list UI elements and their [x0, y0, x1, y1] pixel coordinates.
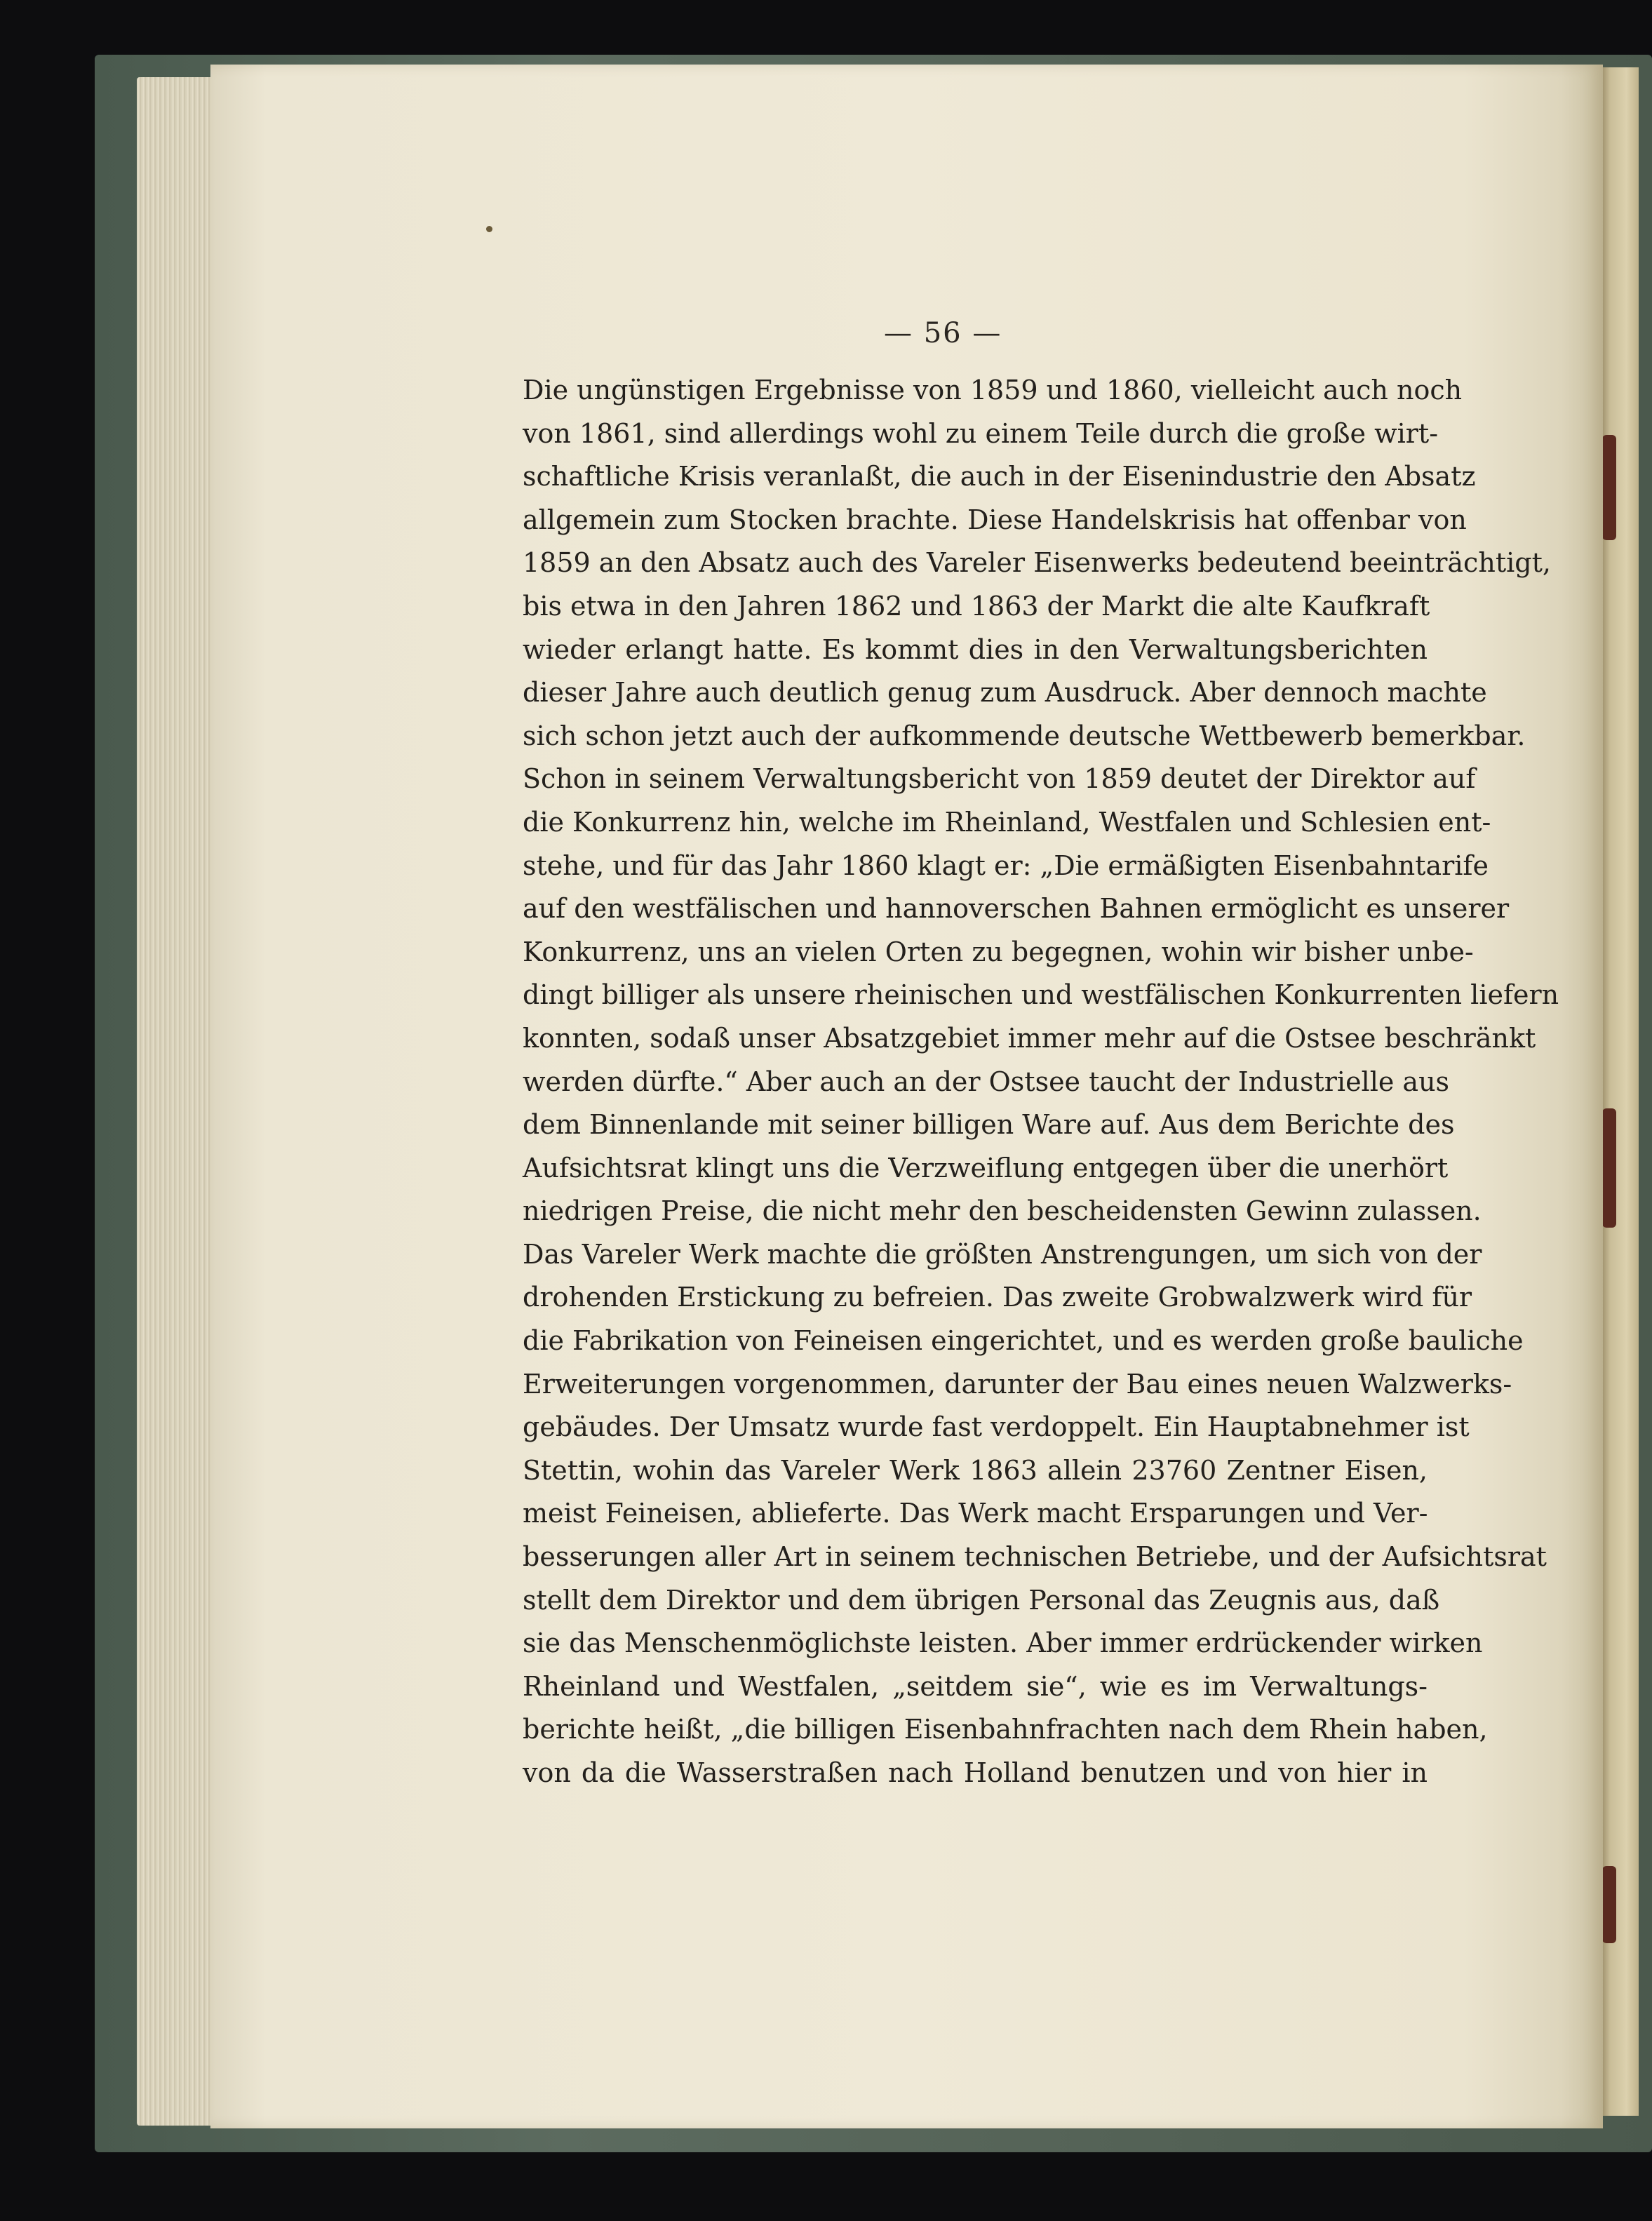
text-line: dingt billiger als unsere rheinischen und westfälischen Konkurrenten liefern: [523, 979, 1559, 1011]
text-line: Schon in seinem Verwaltungsbericht von 1859 deutet der Direktor auf: [523, 763, 1476, 795]
text-line: konnten, sodaß unser Absatzgebiet immer mehr auf die Ostsee beschränkt: [523, 1022, 1536, 1054]
text-line: von 1861, sind allerdings wohl zu einem Teile durch die große wirt-: [523, 417, 1439, 449]
page-edges: [137, 77, 217, 2126]
body-text: [523, 369, 1559, 1795]
page-tab-marker: [1602, 1108, 1616, 1228]
text-line: Stettin, wohin das Vareler Werk 1863 allein 23760 Zentner Eisen,: [523, 1454, 1428, 1486]
text-line: Aufsichtsrat klingt uns die Verzweiflung entgegen über die unerhört: [523, 1152, 1449, 1183]
text-line: besserungen aller Art in seinem technischen Betriebe, und der Aufsichtsrat: [523, 1541, 1547, 1573]
text-line: stellt dem Direktor und dem übrigen Personal das Zeugnis aus, daß: [523, 1584, 1440, 1616]
text-line: Die ungünstigen Ergebnisse von 1859 und 1860, vielleicht auch noch: [523, 375, 1463, 405]
text-line: die Konkurrenz hin, welche im Rheinland, Westfalen und Schlesien ent-: [523, 806, 1491, 838]
text-line: dem Binnenlande mit seiner billigen Ware auf. Aus dem Berichte des: [523, 1109, 1455, 1141]
text-line: berichte heißt, „die billigen Eisenbahnfrachten nach dem Rhein haben,: [523, 1714, 1488, 1745]
next-page-edge: [1598, 67, 1639, 2116]
text-line: dieser Jahre auch deutlich genug zum Ausdruck. Aber dennoch machte: [523, 677, 1487, 709]
page-tab-marker: [1602, 1866, 1616, 1943]
text-line: allgemein zum Stocken brachte. Diese Handelskrisis hat offenbar von: [523, 504, 1467, 535]
text-line: auf den westfälischen und hannoverschen Bahnen ermöglicht es unserer: [523, 893, 1510, 925]
page-tab-marker: [1602, 435, 1616, 540]
paper-speck: [486, 226, 492, 232]
text-line: Das Vareler Werk machte die größten Anstrengungen, um sich von der: [523, 1238, 1482, 1270]
text-line: gebäudes. Der Umsatz wurde fast verdoppelt. Ein Hauptabnehmer ist: [523, 1411, 1470, 1443]
text-line: meist Feineisen, ablieferte. Das Werk macht Ersparungen und Ver-: [523, 1498, 1428, 1529]
text-line: drohenden Erstickung zu befreien. Das zweite Grobwalzwerk wird für: [523, 1282, 1472, 1313]
text-line: werden dürfte.“ Aber auch an der Ostsee taucht der Industrielle aus: [523, 1066, 1450, 1097]
text-line: sich schon jetzt auch der aufkommende deutsche Wettbewerb bemerkbar.: [523, 720, 1526, 751]
text-line: Rheinland und Westfalen, „seitdem sie“, wie es im Verwaltungs-: [523, 1670, 1428, 1702]
page-number: — 56 —: [884, 317, 1002, 349]
text-line: 1859 an den Absatz auch des Vareler Eisenwerks bedeutend beeinträchtigt,: [523, 547, 1551, 579]
text-line: von da die Wasserstraßen nach Holland benutzen und von hier in: [523, 1757, 1428, 1788]
text-line: Erweiterungen vorgenommen, darunter der Bau eines neuen Walzwerks-: [523, 1368, 1512, 1400]
text-line: bis etwa in den Jahren 1862 und 1863 der Markt die alte Kaufkraft: [523, 590, 1430, 622]
text-line: Konkurrenz, uns an vielen Orten zu begegnen, wohin wir bisher unbe-: [523, 936, 1474, 967]
text-line: wieder erlangt hatte. Es kommt dies in den Verwaltungsberichten: [523, 633, 1428, 665]
text-line: niedrigen Preise, die nicht mehr den bescheidensten Gewinn zulassen.: [523, 1195, 1482, 1227]
text-line: die Fabrikation von Feineisen eingerichtet, und es werden große bauliche: [523, 1325, 1524, 1357]
text-line: schaftliche Krisis veranlaßt, die auch in der Eisenindustrie den Absatz: [523, 461, 1476, 492]
text-line: stehe, und für das Jahr 1860 klagt er: „Die ermäßigten Eisenbahntarife: [523, 850, 1489, 881]
text-line: sie das Menschenmöglichste leisten. Aber immer erdrückender wirken: [523, 1628, 1483, 1659]
